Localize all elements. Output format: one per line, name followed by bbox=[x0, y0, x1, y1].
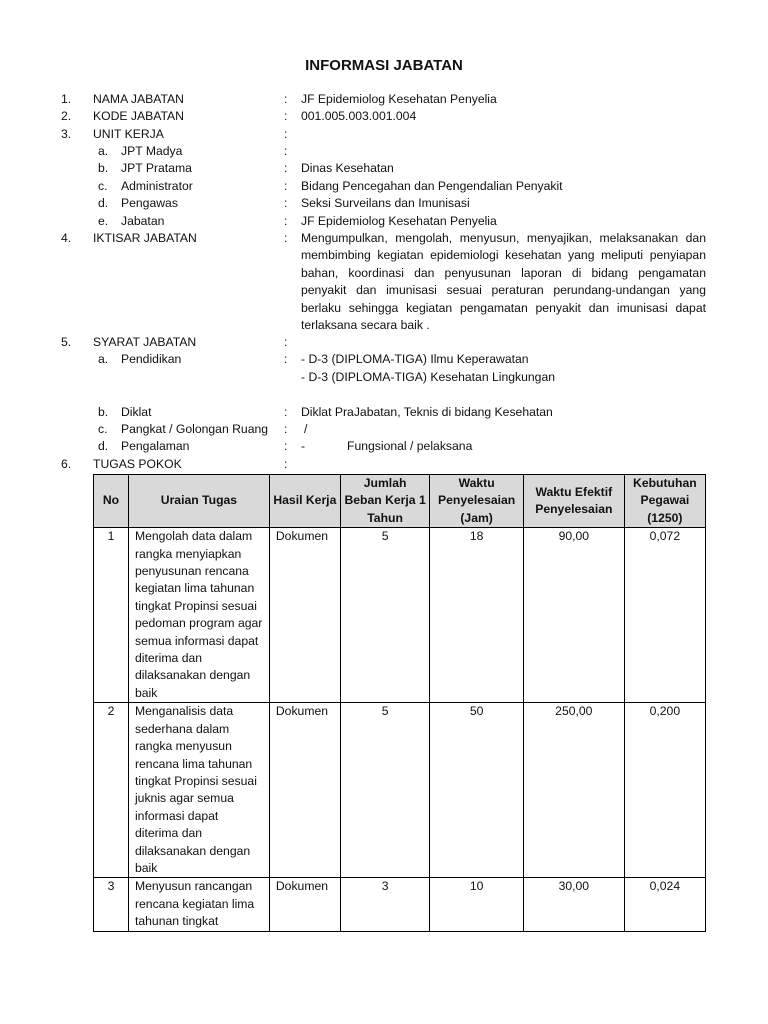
colon: : bbox=[284, 109, 288, 123]
sub-letter: a. bbox=[98, 352, 109, 366]
cell-kebutuhan: 0,200 bbox=[624, 703, 705, 878]
colon: : bbox=[284, 335, 288, 349]
cell-jumlah: 5 bbox=[340, 703, 429, 878]
header-uraian-tugas: Uraian Tugas bbox=[128, 475, 269, 528]
field-tugas-pokok bbox=[0, 456, 768, 473]
field-label: Pengalaman bbox=[121, 439, 190, 453]
item-number: 4. bbox=[61, 231, 72, 245]
sub-letter: a. bbox=[98, 144, 109, 158]
field-value: JF Epidemiolog Kesehatan Penyelia bbox=[301, 92, 497, 106]
colon: : bbox=[284, 405, 288, 419]
item-number: 5. bbox=[61, 335, 72, 349]
cell-kebutuhan: 0,072 bbox=[624, 528, 705, 703]
field-unit-kerja bbox=[0, 126, 768, 143]
cell-uraian: Mengolah data dalam rangka menyiapkan penyusunan rencana kegiatan lima tahunan tingkat Propinsi sesuai pedoman program agar semua informasi dapat diterima dan dilaksanakan dengan baik bbox=[128, 528, 269, 703]
colon: : bbox=[284, 422, 288, 436]
field-label: Pangkat / Golongan Ruang bbox=[121, 422, 269, 436]
sub-letter: d. bbox=[98, 196, 109, 210]
table-header-row bbox=[94, 475, 706, 528]
field-value: / bbox=[304, 422, 308, 436]
item-number: 1. bbox=[61, 92, 72, 106]
colon: : bbox=[284, 92, 288, 106]
field-diklat bbox=[0, 404, 768, 421]
cell-kebutuhan: 0,024 bbox=[624, 878, 705, 931]
cell-hasil: Dokumen bbox=[269, 878, 340, 931]
field-label: UNIT KERJA bbox=[93, 127, 164, 141]
field-pengawas bbox=[0, 195, 768, 212]
cell-no: 3 bbox=[94, 878, 129, 931]
colon: : bbox=[284, 352, 288, 366]
colon: : bbox=[284, 214, 288, 228]
sub-letter: e. bbox=[98, 214, 109, 228]
page-title: INFORMASI JABATAN bbox=[305, 57, 463, 74]
field-label: Jabatan bbox=[121, 214, 165, 228]
header-waktu-penyelesaian: Waktu Penyelesaian (Jam) bbox=[430, 475, 524, 528]
colon: : bbox=[284, 196, 288, 210]
field-label: JPT Madya bbox=[121, 144, 183, 158]
field-label: Pengawas bbox=[121, 196, 178, 210]
colon: : bbox=[284, 439, 288, 453]
item-number: 3. bbox=[61, 127, 72, 141]
cell-waktu: 50 bbox=[430, 703, 524, 878]
cell-jumlah: 5 bbox=[340, 528, 429, 703]
field-administrator bbox=[0, 178, 768, 195]
cell-efektif: 30,00 bbox=[523, 878, 624, 931]
field-label: SYARAT JABATAN bbox=[93, 335, 197, 349]
item-number: 2. bbox=[61, 109, 72, 123]
iktisar-description: Mengumpulkan, mengolah, menyusun, menyajikan, melaksanakan dan membimbing kegiatan epidemiologi kesehatan yang meliputi penyiapan bahan, koordinasi dan penyusunan laporan di bidang pengamatan penyakit dan imunisasi sesuai peraturan perundang-undangan yang berlaku sehingga kegiatan pengamatan penyakit dan imunisasi dapat terlaksana secara baik . bbox=[301, 231, 706, 333]
field-pangkat bbox=[0, 421, 768, 438]
field-label: NAMA JABATAN bbox=[93, 92, 184, 106]
field-value: Fungsional / pelaksana bbox=[347, 439, 473, 453]
cell-waktu: 10 bbox=[430, 878, 524, 931]
cell-no: 1 bbox=[94, 528, 129, 703]
sub-letter: d. bbox=[98, 439, 109, 453]
field-kode-jabatan bbox=[0, 108, 768, 125]
field-label: JPT Pratama bbox=[121, 161, 192, 175]
header-no: No bbox=[94, 475, 129, 528]
colon: : bbox=[284, 161, 288, 175]
field-value: - D-3 (DIPLOMA-TIGA) Kesehatan Lingkungan bbox=[301, 370, 556, 384]
field-nama-jabatan bbox=[0, 91, 768, 108]
tugas-pokok-table bbox=[93, 474, 706, 932]
dash: - bbox=[301, 439, 306, 453]
field-jpt-madya bbox=[0, 143, 768, 160]
table-row bbox=[94, 878, 706, 931]
cell-efektif: 250,00 bbox=[523, 703, 624, 878]
field-pendidikan bbox=[0, 351, 768, 368]
table-row bbox=[94, 528, 706, 703]
sub-letter: b. bbox=[98, 161, 109, 175]
cell-no: 2 bbox=[94, 703, 129, 878]
field-value: Seksi Surveilans dan Imunisasi bbox=[301, 196, 470, 210]
header-hasil-kerja: Hasil Kerja bbox=[269, 475, 340, 528]
cell-hasil: Dokumen bbox=[269, 703, 340, 878]
colon: : bbox=[284, 231, 288, 245]
colon: : bbox=[284, 457, 288, 471]
field-value: 001.005.003.001.004 bbox=[301, 109, 417, 123]
cell-efektif: 90,00 bbox=[523, 528, 624, 703]
field-pendidikan-2 bbox=[0, 369, 768, 386]
table-row bbox=[94, 703, 706, 878]
field-jabatan bbox=[0, 213, 768, 230]
cell-hasil: Dokumen bbox=[269, 528, 340, 703]
sub-letter: b. bbox=[98, 405, 109, 419]
field-value: JF Epidemiolog Kesehatan Penyelia bbox=[301, 214, 497, 228]
field-label: IKTISAR JABATAN bbox=[93, 231, 197, 245]
item-number: 6. bbox=[61, 457, 72, 471]
cell-uraian: Menganalisis data sederhana dalam rangka menyusun rencana lima tahunan tingkat Propinsi sesuai juknis agar semua informasi dapat diterima dan dilaksanakan dengan baik bbox=[128, 703, 269, 878]
header-waktu-efektif: Waktu Efektif Penyelesaian bbox=[523, 475, 624, 528]
field-label: Pendidikan bbox=[121, 352, 182, 366]
field-value: Bidang Pencegahan dan Pengendalian Penyakit bbox=[301, 179, 563, 193]
cell-uraian: Menyusun rancangan rencana kegiatan lima tahunan tingkat bbox=[128, 878, 269, 931]
cell-waktu: 18 bbox=[430, 528, 524, 703]
field-label: TUGAS POKOK bbox=[93, 457, 182, 471]
colon: : bbox=[284, 127, 288, 141]
colon: : bbox=[284, 144, 288, 158]
header-kebutuhan-pegawai: Kebutuhan Pegawai (1250) bbox=[624, 475, 705, 528]
sub-letter: c. bbox=[98, 422, 108, 436]
field-value: Diklat PraJabatan, Teknis di bidang Kesehatan bbox=[301, 405, 553, 419]
field-label: Administrator bbox=[121, 179, 193, 193]
field-label: Diklat bbox=[121, 405, 152, 419]
field-label: KODE JABATAN bbox=[93, 109, 184, 123]
sub-letter: c. bbox=[98, 179, 108, 193]
field-jpt-pratama bbox=[0, 160, 768, 177]
cell-jumlah: 3 bbox=[340, 878, 429, 931]
field-value: - D-3 (DIPLOMA-TIGA) Ilmu Keperawatan bbox=[301, 352, 529, 366]
field-pengalaman bbox=[0, 438, 768, 455]
field-value: Dinas Kesehatan bbox=[301, 161, 394, 175]
colon: : bbox=[284, 179, 288, 193]
field-syarat-jabatan bbox=[0, 334, 768, 351]
header-jumlah-beban-kerja: Jumlah Beban Kerja 1 Tahun bbox=[340, 475, 429, 528]
